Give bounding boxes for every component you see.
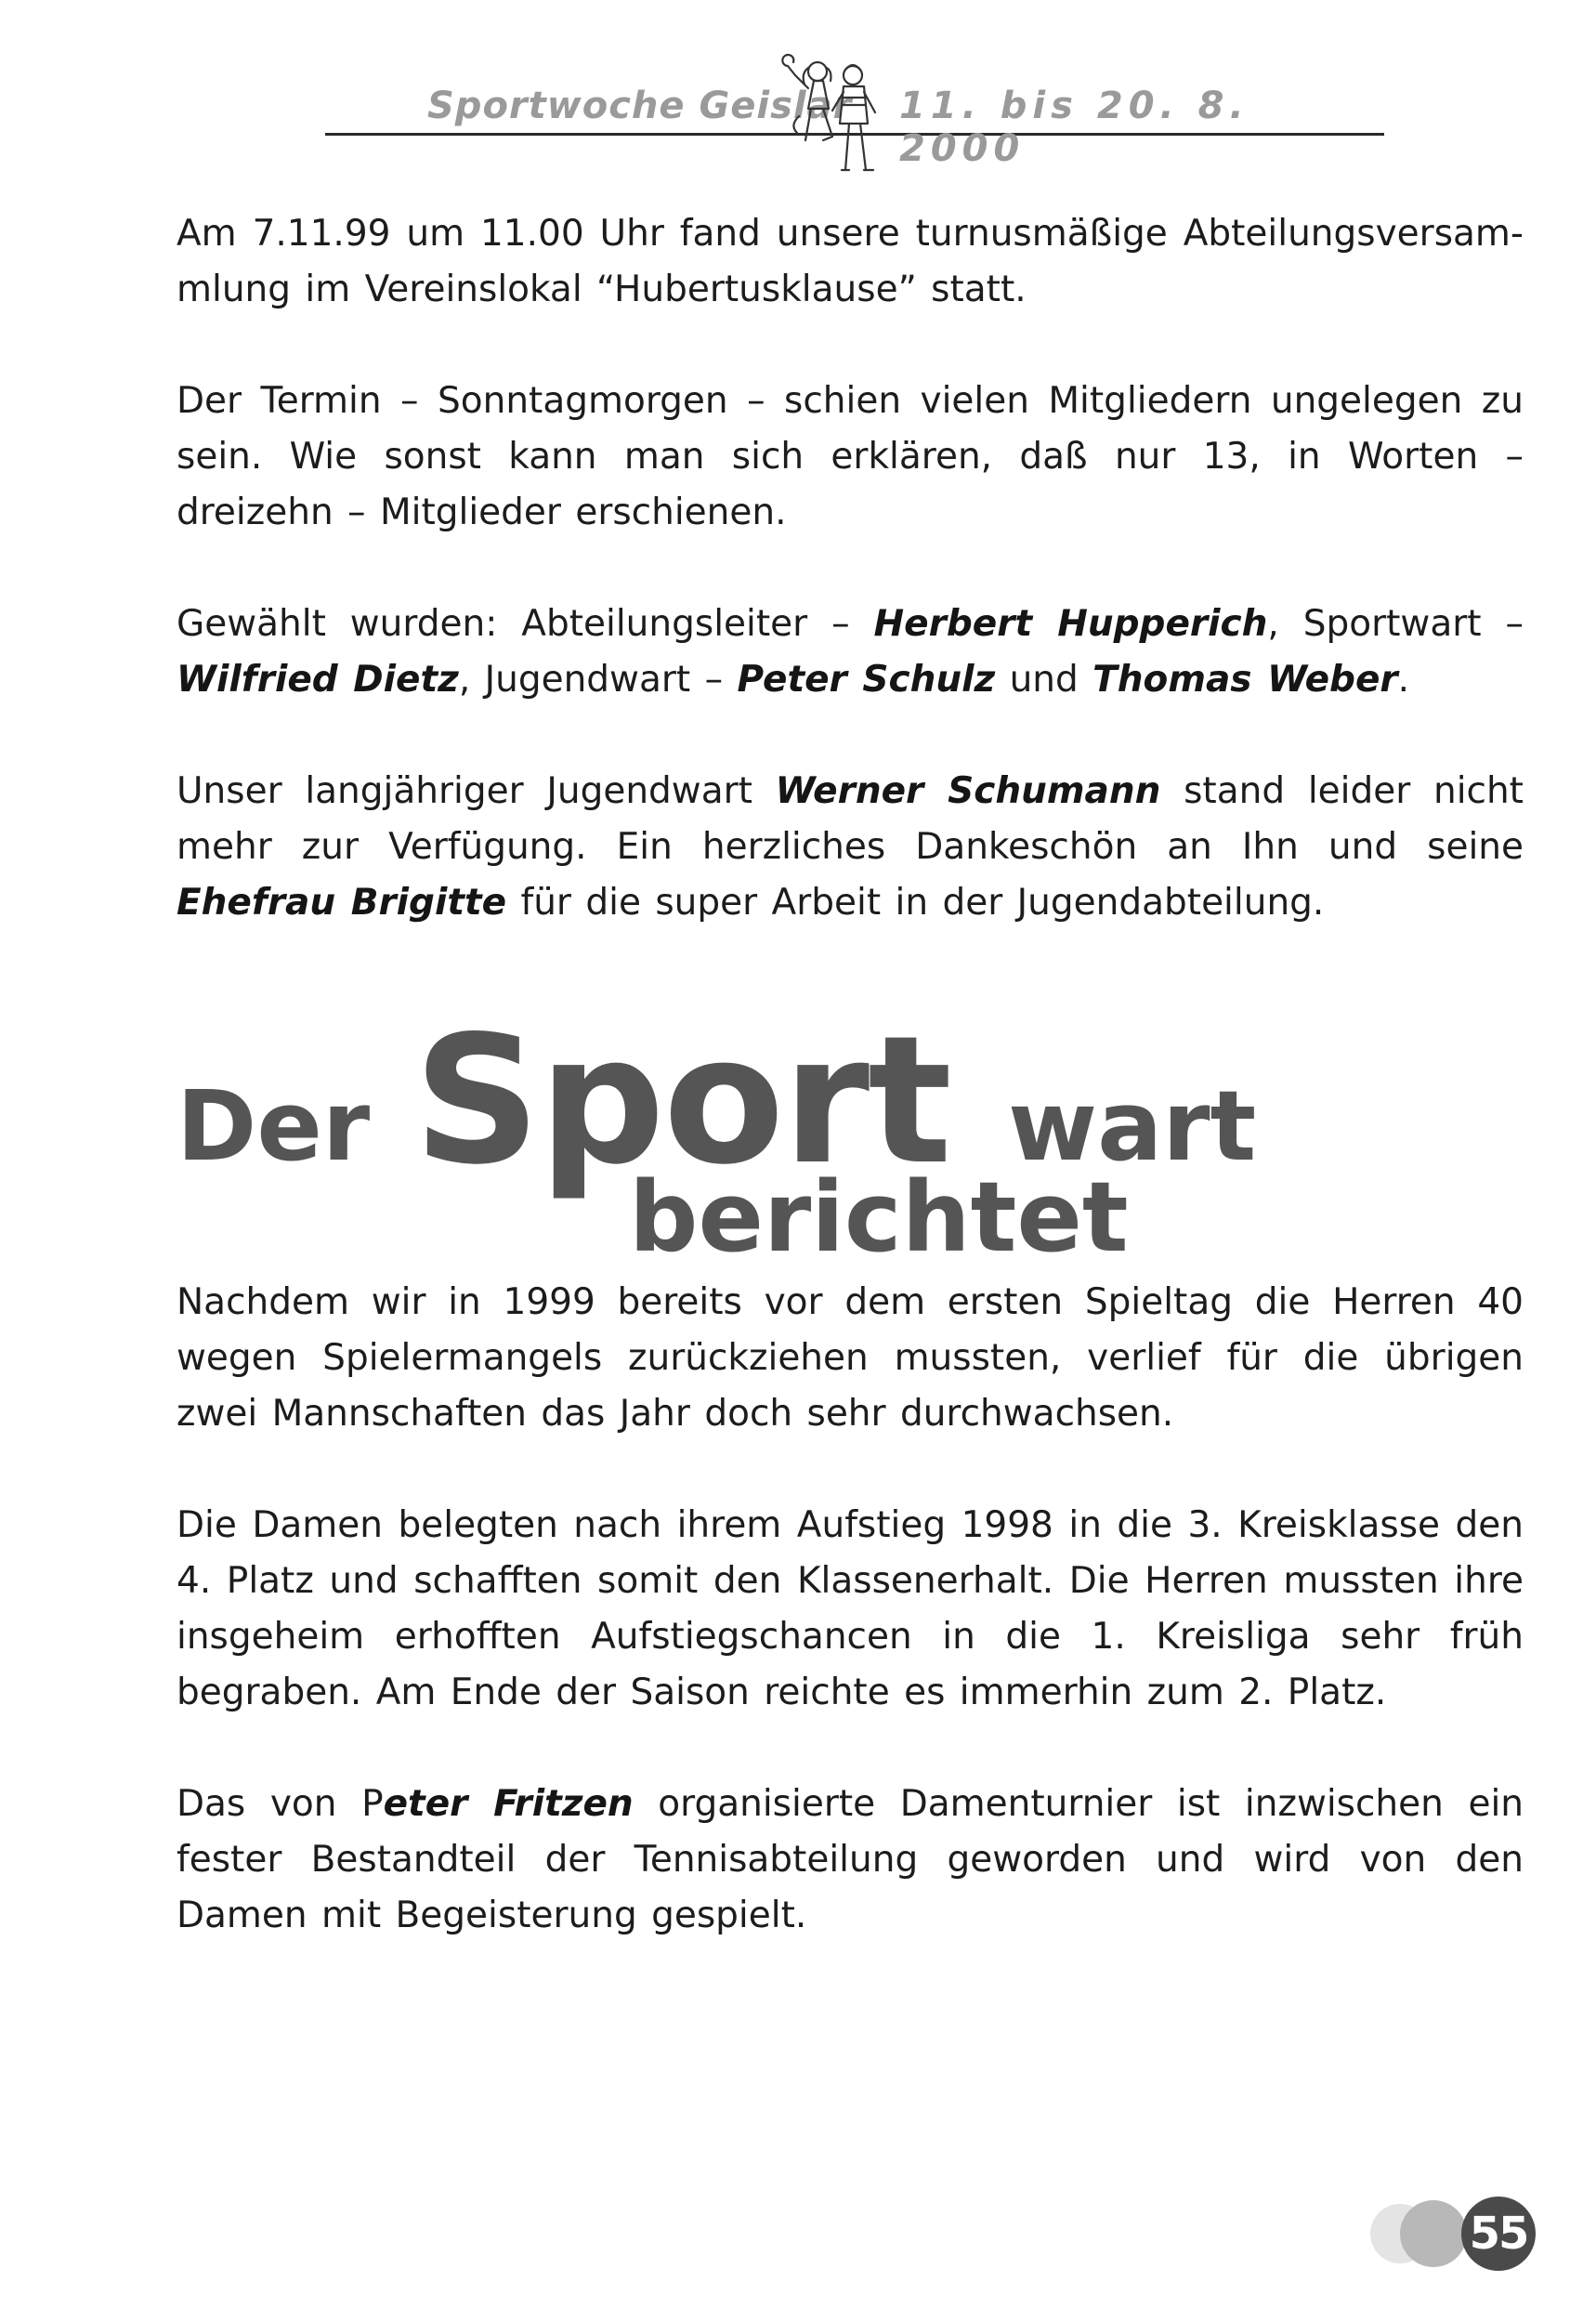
paragraph-teams-results: Die Damen belegten nach ihrem Aufstieg 1998 in die 3. Kreisklasse den 4. Platz und schafften somit den Klassenerhalt. Die Herren mussten ihre insgeheim erhofften Aufstiegschancen in die 1. Kreisliga sehr früh begraben. Am Ende der Saison reichte es immerhin zum 2. Platz. bbox=[177, 1504, 1524, 1713]
name-peter-schulz: Peter Schulz bbox=[737, 659, 996, 701]
name-peter-fritzen: eter Fritzen bbox=[383, 1783, 634, 1825]
name-wilfried-dietz: Wilfried Dietz bbox=[177, 659, 459, 701]
page-header bbox=[325, 51, 1384, 190]
paragraph-season-1999: Nachdem wir in 1999 bereits vor dem ersten Spieltag die Herren 40 wegen Spielermangels zurückziehen mussten, verlief für die übrigen zwei Mannschaften das Jahr doch sehr durchwachsen. bbox=[177, 1281, 1524, 1435]
association-meeting-text bbox=[177, 206, 1524, 931]
headline-der: Der bbox=[177, 1069, 371, 1183]
header-event-dates: 11. bis 20. 8. 2000 bbox=[899, 85, 1249, 170]
name-ehefrau-brigitte: Ehefrau Brigitte bbox=[177, 882, 507, 924]
paragraph-thanks: Unser langjähriger Jugendwart Werner Schumann stand leider nicht mehr zur Verfügung. Ein herzliches Dankeschön an Ihn und seine Ehefrau Brigitte für die super Arbeit in der Jugendabteilung. bbox=[177, 770, 1524, 924]
headline-wart: wart bbox=[1008, 1069, 1257, 1183]
sportwart-report-text bbox=[177, 1275, 1524, 1944]
header-event-title: Sportwoche Geislar bbox=[427, 85, 853, 127]
name-herbert-hupperich: Herbert Hupperich bbox=[873, 603, 1268, 645]
headline-sport: Sport bbox=[413, 998, 950, 1203]
name-thomas-weber: Thomas Weber bbox=[1092, 659, 1398, 701]
paragraph-attendance: Der Termin – Sonntagmorgen – schien vielen Mitgliedern ungelegen zu sein. Wie sonst kann man sich erklären, daß nur 13, in Worten – dreizehn – Mitglieder erschienen. bbox=[177, 380, 1524, 533]
section-headline bbox=[177, 998, 1291, 1274]
page-number: 55 bbox=[1469, 2208, 1528, 2260]
tennis-couple-illustration-icon bbox=[778, 51, 890, 190]
paragraph-election: Gewählt wurden: Abteilungsleiter – Herbert Hupperich, Sportwart – Wilfried Dietz, Jugendwart – Peter Schulz und Thomas Weber. bbox=[177, 603, 1524, 701]
name-werner-schumann: Werner Schumann bbox=[775, 770, 1161, 812]
page-number-badge bbox=[1361, 2193, 1537, 2275]
paragraph-ladies-tournament: Das von Peter Fritzen organisierte Damenturnier ist inzwischen ein fester Bestandteil der Tennisabteilung geworden und wird von den Damen mit Begeisterung gespielt. bbox=[177, 1783, 1524, 1936]
paragraph-meeting: Am 7.11.99 um 11.00 Uhr fand unsere turnusmäßige Abteilungsversammlung im Vereinslokal “Hubertusklause” statt. bbox=[177, 213, 1524, 310]
headline-berichtet: berichtet bbox=[629, 1161, 1129, 1274]
